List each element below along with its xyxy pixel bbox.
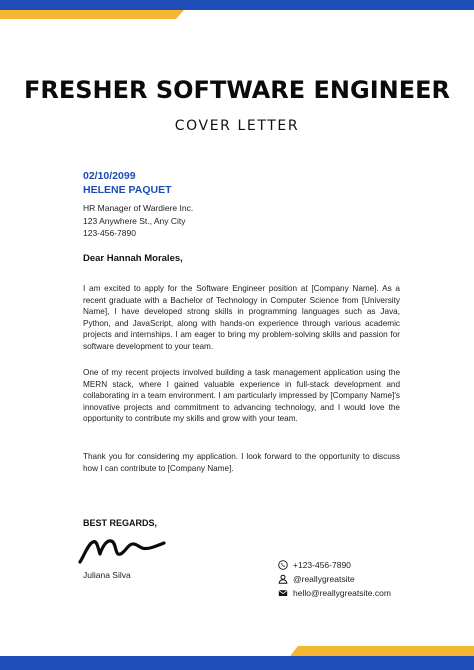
- salutation: Dear Hannah Morales,: [83, 253, 183, 264]
- contact-email-text: hello@reallygreatsite.com: [293, 588, 391, 598]
- phone-icon: [278, 560, 288, 570]
- bottom-yellow-band: [298, 646, 474, 656]
- document-subtitle: COVER LETTER: [174, 118, 300, 134]
- contact-handle: [278, 573, 355, 585]
- user-icon: [278, 574, 288, 584]
- recipient-line-title: HR Manager of Wardiere Inc.: [83, 203, 194, 213]
- contact-phone: [278, 559, 351, 571]
- sender-name: HELENE PAQUET: [83, 184, 172, 196]
- closing-line: BEST REGARDS,: [83, 518, 158, 528]
- document-title: FRESHER SOFTWARE ENGINEER: [24, 76, 450, 104]
- handwritten-signature: [78, 532, 170, 566]
- body-paragraph-1: I am excited to apply for the Software Engineer position at [Company Name]. As a recent graduate with a Bachelor of Technology in Computer Science from [University Name], I have developed strong skills in programming languages such as Java, Python, and JavaScript, along with hands-on experience through various academic projects and internships. I am eager to bring my problem-solving skills and passion for software development to your team.: [83, 284, 400, 351]
- letter-date: 02/10/2099: [83, 170, 136, 182]
- signer-name: Juliana Silva: [83, 570, 131, 580]
- body-paragraph-3: Thank you for considering my application. I look forward to the opportunity to discuss how I can contribute to [Company Name].: [83, 452, 400, 473]
- top-blue-band: [0, 0, 474, 10]
- contact-handle-text: @reallygreatsite: [293, 574, 355, 584]
- contact-phone-text: +123-456-7890: [293, 560, 351, 570]
- bottom-blue-band: [0, 656, 474, 670]
- recipient-line-phone: 123-456-7890: [83, 228, 136, 238]
- recipient-line-address: 123 Anywhere St., Any City: [83, 215, 186, 226]
- top-yellow-band: [0, 10, 176, 19]
- recipient-block: [83, 202, 193, 240]
- contact-email: [278, 587, 391, 599]
- body-paragraph-2: One of my recent projects involved building a task management application using the MERN stack, where I gained valuable experience in full-stack development and collaborating in a team environment. I am particularly impressed by [Company Name]'s innovative projects and commitment to advancing technology, and I would love the opportunity to contribute my skills and grow with your team.: [83, 368, 400, 424]
- mail-icon: [278, 588, 288, 598]
